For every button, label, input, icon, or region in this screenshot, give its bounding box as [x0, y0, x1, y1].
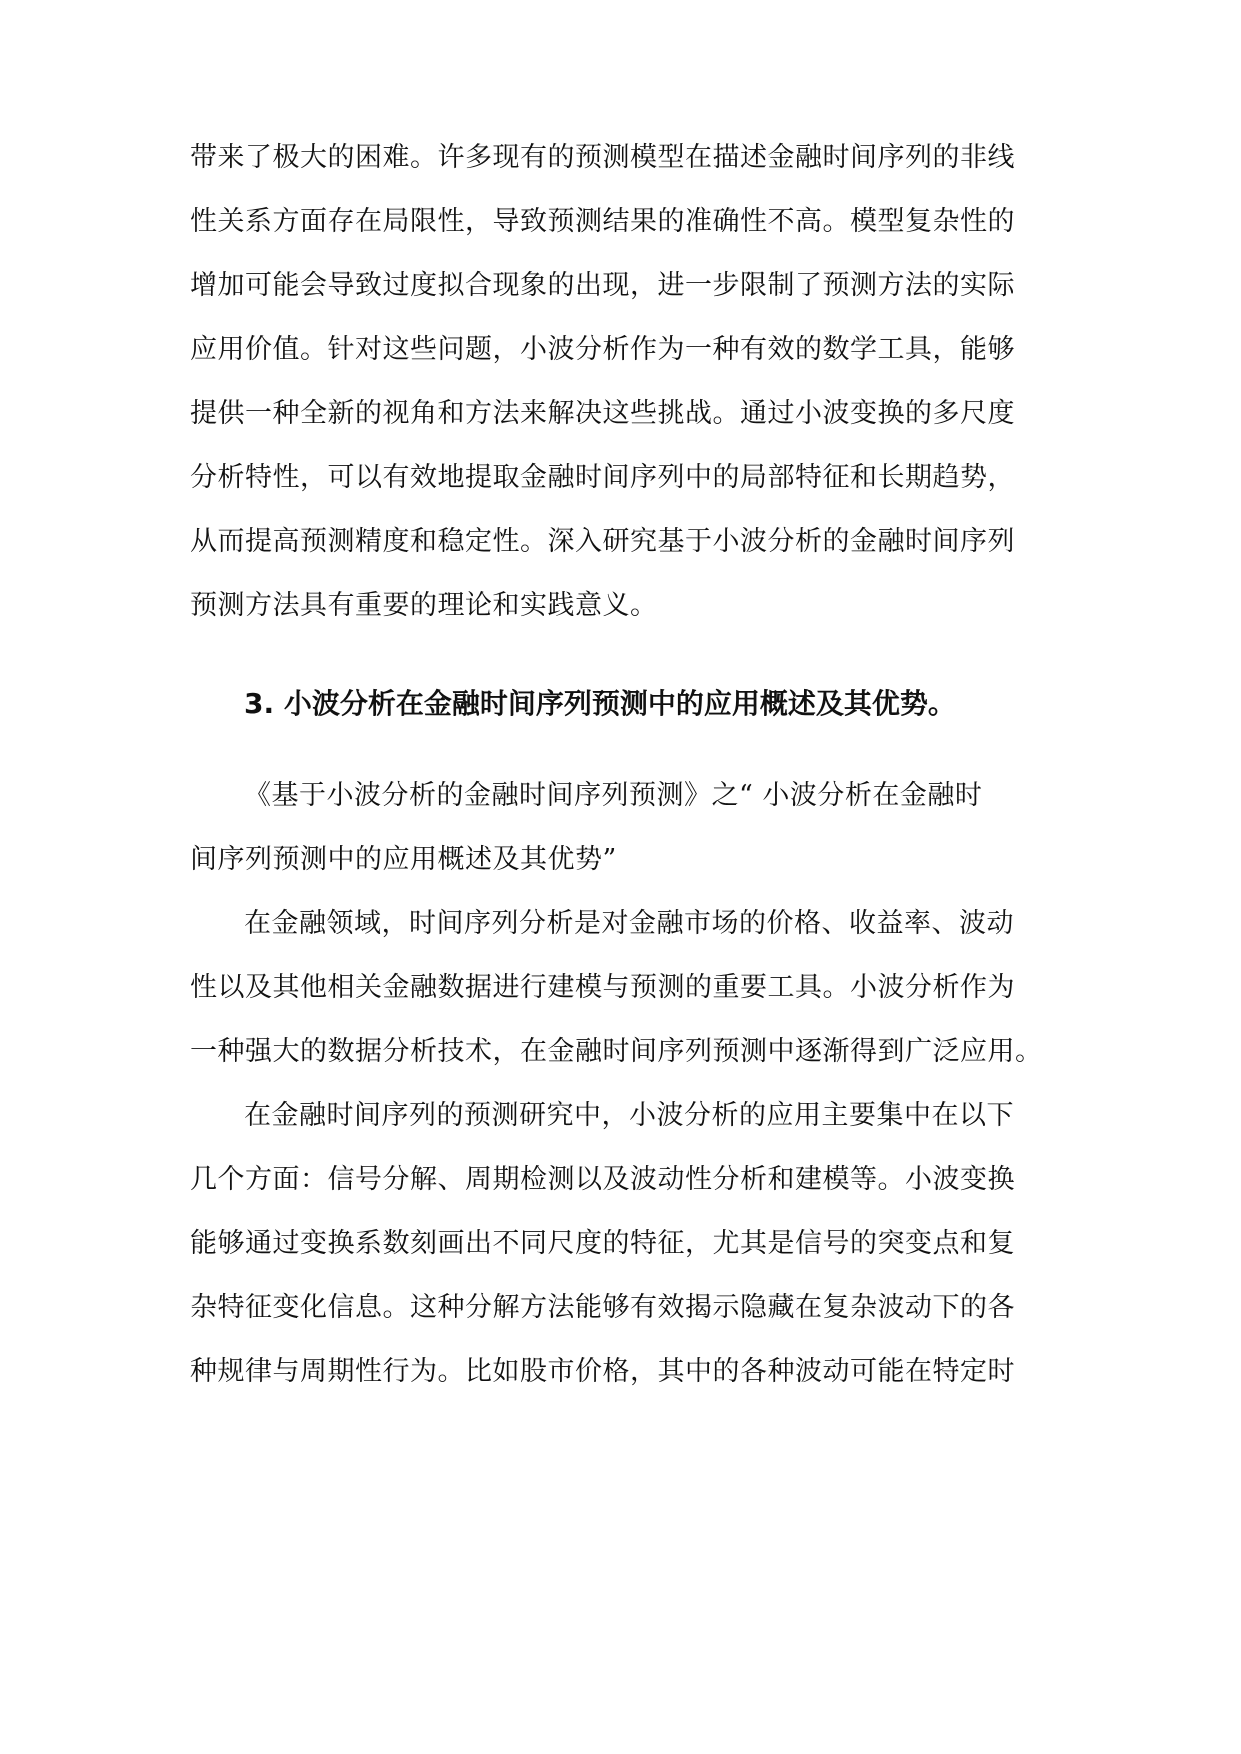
paragraph-line: 性以及其他相关金融数据进行建模与预测的重要工具。小波分析作为 [190, 972, 1015, 1003]
paragraph-line: 从而提高预测精度和稳定性。深入研究基于小波分析的金融时间序列 [190, 526, 1015, 557]
paragraph-line: 提供一种全新的视角和方法来解决这些挑战。通过小波变换的多尺度 [190, 398, 1015, 429]
paragraph-line: 几个方面：信号分解、周期检测以及波动性分析和建模等。小波变换 [190, 1164, 1015, 1195]
paragraph-line: 在金融领域，时间序列分析是对金融市场的价格、收益率、波动 [244, 908, 1014, 939]
paragraph-line: 预测方法具有重要的理论和实践意义。 [190, 590, 658, 621]
paragraph-line: 《基于小波分析的金融时间序列预测》之“ 小波分析在金融时 [244, 780, 983, 811]
paragraph-line: 性关系方面存在局限性，导致预测结果的准确性不高。模型复杂性的 [190, 206, 1015, 237]
paragraph-line: 能够通过变换系数刻画出不同尺度的特征，尤其是信号的突变点和复 [190, 1228, 1015, 1259]
paragraph-line: 应用价值。针对这些问题，小波分析作为一种有效的数学工具，能够 [190, 334, 1015, 365]
paragraph-line: 种规律与周期性行为。比如股市价格，其中的各种波动可能在特定时 [190, 1356, 1015, 1387]
paragraph-line: 在金融时间序列的预测研究中，小波分析的应用主要集中在以下 [244, 1100, 1014, 1131]
paragraph-line: 带来了极大的困难。许多现有的预测模型在描述金融时间序列的非线 [190, 142, 1015, 173]
paragraph-line: 分析特性，可以有效地提取金融时间序列中的局部特征和长期趋势， [190, 462, 1015, 493]
section-heading: 3. 小波分析在金融时间序列预测中的应用概述及其优势。 [244, 687, 956, 720]
paragraph-line: 增加可能会导致过度拟合现象的出现，进一步限制了预测方法的实际 [190, 270, 1015, 301]
paragraph-line: 一种强大的数据分析技术，在金融时间序列预测中逐渐得到广泛应用。 [190, 1036, 1043, 1067]
paragraph-line: 杂特征变化信息。这种分解方法能够有效揭示隐藏在复杂波动下的各 [190, 1292, 1015, 1323]
paragraph-line: 间序列预测中的应用概述及其优势” [190, 844, 617, 875]
